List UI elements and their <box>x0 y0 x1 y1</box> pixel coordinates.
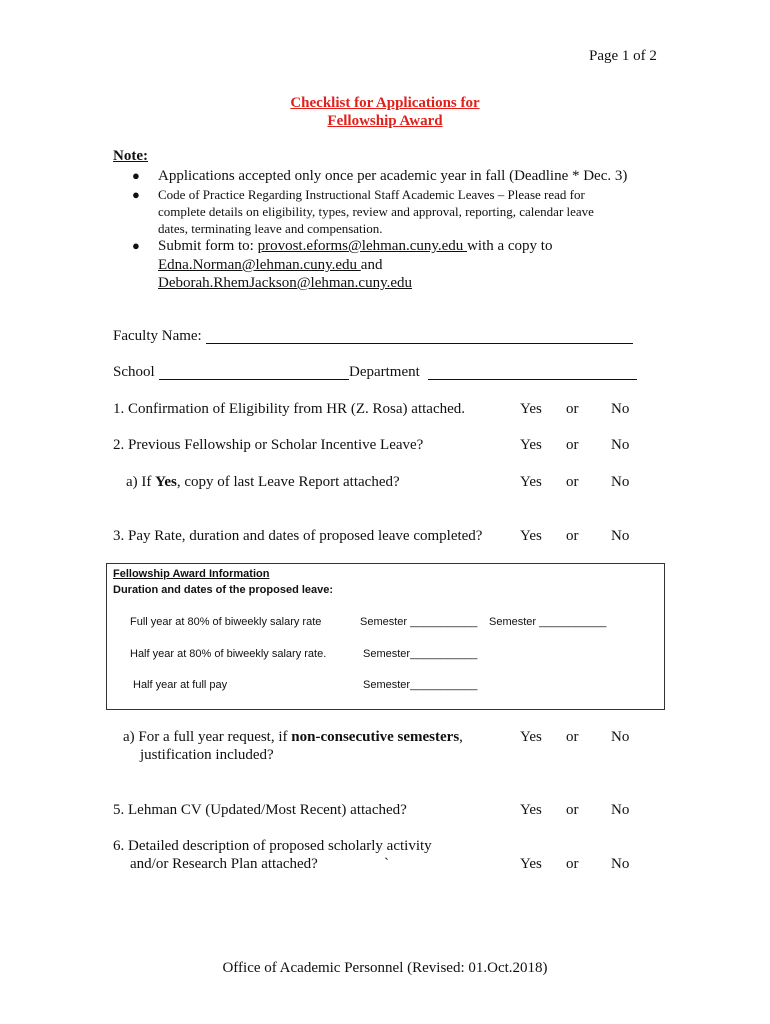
note-label: Note: <box>113 148 148 164</box>
q1-yes-option[interactable]: Yes <box>520 401 542 417</box>
q1-no-option[interactable]: No <box>611 401 630 417</box>
bullet-icon: ● <box>132 187 140 202</box>
and-text: and <box>360 257 383 273</box>
q5-no-option[interactable]: No <box>611 802 630 818</box>
q2-yes-option[interactable]: Yes <box>520 437 542 453</box>
department-field[interactable] <box>428 379 637 380</box>
q3a-bold: non-consecutive semesters <box>291 729 460 745</box>
rhemjackson-email-link[interactable]: Deborah.RhemJackson@lehman.cuny.edu <box>158 275 413 291</box>
q2a-suffix: , copy of last Leave Report attached? <box>176 474 400 490</box>
provost-email-link[interactable]: provost.eforms@lehman.cuny.edu <box>257 238 468 254</box>
question-3a-line-1 <box>123 729 463 746</box>
q3a-prefix: a) For a full year request, if <box>123 729 292 745</box>
question-5: 5. Lehman CV (Updated/Most Recent) attached? <box>113 802 407 818</box>
q2a-or-text: or <box>566 474 579 490</box>
q3a-or-text: or <box>566 729 579 745</box>
bullet-icon: ● <box>132 168 140 183</box>
school-label: School <box>113 364 155 380</box>
q3a-yes-option[interactable]: Yes <box>520 729 542 745</box>
norman-email-link[interactable]: Edna.Norman@lehman.cuny.edu <box>158 257 361 273</box>
question-2: 2. Previous Fellowship or Scholar Incentive Leave? <box>113 437 424 453</box>
note-bullet-3-line-2 <box>158 256 382 274</box>
q6-yes-option[interactable]: Yes <box>520 856 542 872</box>
q3a-suffix: , <box>459 729 463 745</box>
q2-or-text: or <box>566 437 579 453</box>
faculty-name-label: Faculty Name: <box>113 328 202 344</box>
award-row-1-semester-2[interactable]: Semester ___________ <box>489 616 607 628</box>
award-box-subheading: Duration and dates of the proposed leave: <box>113 584 334 596</box>
question-3: 3. Pay Rate, duration and dates of proposed leave completed? <box>113 528 483 544</box>
question-6-tick-mark: ` <box>384 856 389 872</box>
copy-to-text: with a copy to <box>467 238 553 254</box>
department-label: Department <box>349 364 420 380</box>
note-bullet-2-line-3: dates, terminating leave and compensation. <box>158 221 383 236</box>
note-bullet-3-line-3 <box>158 274 412 292</box>
note-bullet-3-line-1 <box>158 237 552 255</box>
q2a-no-option[interactable]: No <box>611 474 630 490</box>
page-number: Page 1 of 2 <box>589 48 657 64</box>
bullet-icon: ● <box>132 238 140 253</box>
question-1: 1. Confirmation of Eligibility from HR (Z. Rosa) attached. <box>113 401 466 417</box>
fellowship-award-box <box>106 563 665 710</box>
q2a-yes-option[interactable]: Yes <box>520 474 542 490</box>
footer-text: Office of Academic Personnel (Revised: 01.Oct.2018) <box>222 960 548 976</box>
award-row-3-semester[interactable]: Semester___________ <box>363 679 478 691</box>
q3-no-option[interactable]: No <box>611 528 630 544</box>
q6-no-option[interactable]: No <box>611 856 630 872</box>
award-row-2-label: Half year at 80% of biweekly salary rate. <box>130 648 327 660</box>
school-field[interactable] <box>159 379 349 380</box>
question-2a <box>126 474 400 491</box>
award-row-1-semester-1[interactable]: Semester ___________ <box>360 616 478 628</box>
q3-yes-option[interactable]: Yes <box>520 528 542 544</box>
faculty-name-field[interactable] <box>206 343 633 344</box>
question-3a-line-2: justification included? <box>140 747 274 763</box>
q6-or-text: or <box>566 856 579 872</box>
submit-to-text: Submit form to: <box>158 238 258 254</box>
question-6-line-1: 6. Detailed description of proposed scholarly activity <box>113 838 432 854</box>
q1-or-text: or <box>566 401 579 417</box>
q2-no-option[interactable]: No <box>611 437 630 453</box>
q2a-bold: Yes <box>155 474 177 490</box>
q2a-prefix: a) If <box>126 474 156 490</box>
q3-or-text: or <box>566 528 579 544</box>
q5-or-text: or <box>566 802 579 818</box>
award-row-1-label: Full year at 80% of biweekly salary rate <box>130 616 322 628</box>
q3a-no-option[interactable]: No <box>611 729 630 745</box>
question-6-line-2: and/or Research Plan attached? <box>130 856 318 872</box>
note-bullet-1-text: Applications accepted only once per academic year in fall (Deadline * Dec. 3) <box>158 168 628 184</box>
title-line-2: Fellowship Award <box>327 113 443 129</box>
title-line-1: Checklist for Applications for <box>290 95 480 111</box>
award-row-2-semester[interactable]: Semester___________ <box>363 648 478 660</box>
note-bullet-2-line-2: complete details on eligibility, types, review and approval, reporting, calendar leave <box>158 204 594 219</box>
award-box-heading: Fellowship Award Information <box>113 568 270 580</box>
award-row-3-label: Half year at full pay <box>133 679 228 691</box>
q5-yes-option[interactable]: Yes <box>520 802 542 818</box>
note-bullet-2-line-1: Code of Practice Regarding Instructional Staff Academic Leaves – Please read for <box>158 187 585 202</box>
